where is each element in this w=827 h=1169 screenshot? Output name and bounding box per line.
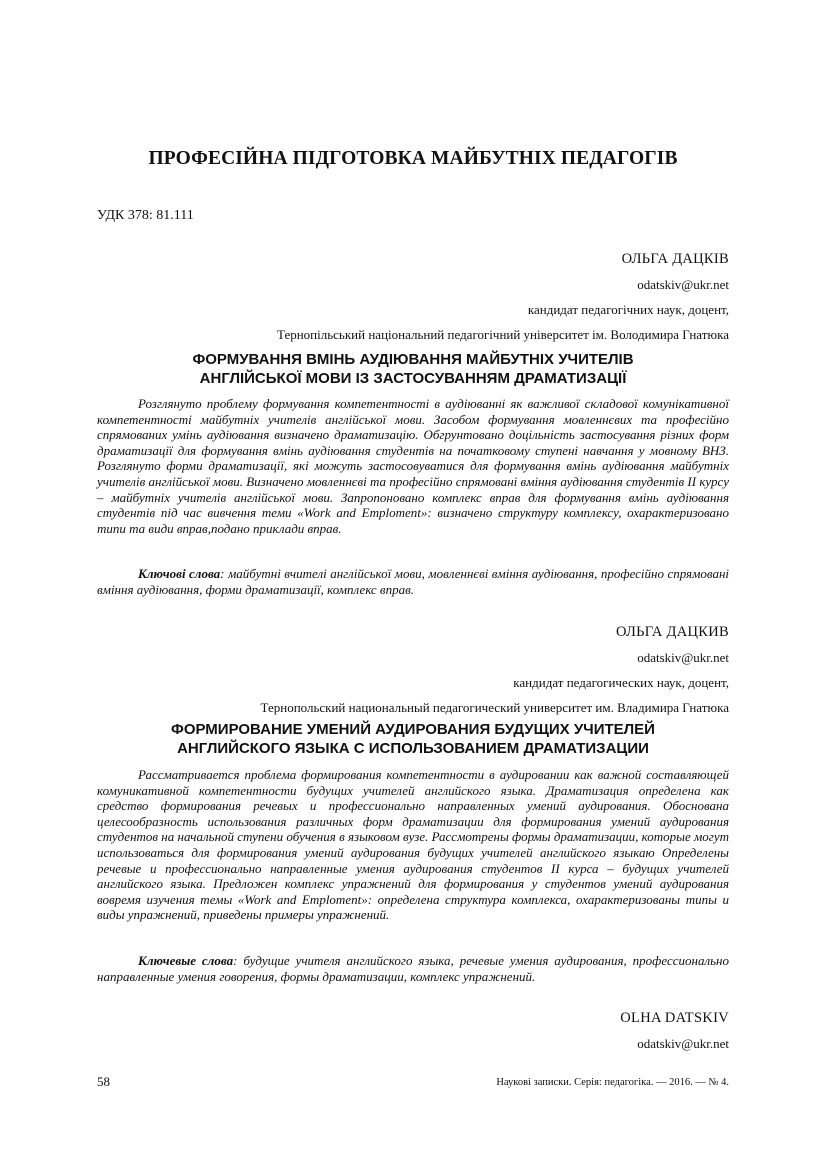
author-degree-ru: кандидат педагогических наук, доцент, bbox=[513, 675, 729, 690]
keywords-label-uk: Ключові слова bbox=[138, 566, 221, 581]
author-block-en bbox=[97, 1009, 729, 1053]
author-name-uk: ОЛЬГА ДАЦКІВ bbox=[621, 251, 729, 267]
page-number: 58 bbox=[97, 1074, 110, 1089]
article-title-uk-line1: ФОРМУВАННЯ ВМІНЬ АУДІЮВАННЯ МАЙБУТНІХ УЧИТЕЛІВ bbox=[192, 351, 634, 368]
keywords-uk bbox=[97, 566, 729, 597]
page bbox=[97, 0, 729, 1169]
abstract-ru: Рассматривается проблема формирования компетентности в аудировании как важной составляющей комуникативной компетентности будущих учителей английского языка. Драматизация определена как средство формирования речевых и профессионально направленных умений аудирования. Обоснована целесообразность использования различных форм драматизации для формирования умений аудирования студентов на начальной ступени обучения в языковом вузе. Рассмотрены формы драматизации, которые могут использоваться для формирования умений аудирования будущих учителей английского языкаю Определены речевые и профессионально направленные умения аудирования студентов II курса – будущих учителей английского языка. Предложен комплекс упражнений для формирования у студентов умений аудирования вовремя изучения темы «Work and Emploment»: определена структура комплекса, охарактеризованы типы и виды упражнений, приведены примеры упражнений. bbox=[97, 767, 729, 923]
author-block-uk bbox=[97, 250, 729, 344]
article-title-ru-line2: АНГЛИЙСКОГО ЯЗЫКА С ИСПОЛЬЗОВАНИЕМ ДРАМАТИЗАЦИИ bbox=[177, 740, 649, 757]
article-title-uk bbox=[97, 350, 729, 388]
article-title-uk-line2: АНГЛІЙСЬКОЇ МОВИ ІЗ ЗАСТОСУВАННЯМ ДРАМАТИЗАЦІЇ bbox=[199, 370, 627, 387]
author-degree-uk: кандидат педагогічних наук, доцент, bbox=[527, 302, 729, 317]
keywords-ru bbox=[97, 953, 729, 984]
author-name-ru: ОЛЬГА ДАЦКИВ bbox=[615, 624, 729, 640]
keywords-text-ru: : будущие учителя английского языка, речевые умения аудирования, профессионально направленные умения говорения, формы драматизации, комплекс упражнений. bbox=[97, 953, 729, 984]
author-affiliation-ru: Тернопольский национальный педагогический университет им. Владимира Гнатюка bbox=[260, 700, 729, 715]
keywords-text-uk: : майбутні вчителі англійської мови, мовленнєві вміння аудіювання, професійно спрямовані вміння аудіювання, форми драматизації, комплекс вправ. bbox=[97, 566, 729, 597]
author-email-ru: odatskiv@ukr.net bbox=[637, 650, 729, 665]
author-affiliation-uk: Тернопільський національний педагогічний університет ім. Володимира Гнатюка bbox=[277, 327, 729, 342]
section-title: ПРОФЕСІЙНА ПІДГОТОВКА МАЙБУТНІХ ПЕДАГОГІВ bbox=[148, 148, 678, 169]
author-name-en: OLHA DATSKIV bbox=[620, 1010, 729, 1026]
article-title-ru bbox=[97, 720, 729, 758]
article-title-ru-line1: ФОРМИРОВАНИЕ УМЕНИЙ АУДИРОВАНИЯ БУДУЩИХ УЧИТЕЛЕЙ bbox=[171, 721, 655, 738]
author-email-uk: odatskiv@ukr.net bbox=[637, 277, 729, 292]
journal-citation: Наукові записки. Серія: педагогіка. — 2016. — № 4. bbox=[496, 1077, 729, 1088]
udk-code: УДК 378: 81.111 bbox=[97, 208, 194, 223]
author-email-en: odatskiv@ukr.net bbox=[637, 1036, 729, 1051]
keywords-label-ru: Ключевые слова bbox=[138, 953, 234, 968]
abstract-uk: Розглянуто проблему формування компетентності в аудіюванні як важливої складової комунікативної компетентності майбутніх учителів англійської мови. Засобом формування мовленнєвих та професійно спрямованих умінь аудіювання визначено драматизацію. Обгрунтовано доцільність застосування різних форм драматизації для формування вмінь аудіювання студентів на початковому ступені навчання у мовному ВНЗ. Розглянуто форми драматизації, які можуть застосовуватися для формування вмінь аудіювання майбутніх учителів англійської мови. Визначено мовленнєві та професійно спрямовані вміння аудіювання студентів ІІ курсу – майбутніх учителів англійської мови. Запропоновано комплекс вправ для формування вмінь аудіювання студентів під час вивчення теми «Work and Emploment»: визначено структуру комплексу, охарактеризовано типи та види вправ,подано приклади вправ. bbox=[97, 396, 729, 536]
author-block-ru bbox=[97, 623, 729, 717]
